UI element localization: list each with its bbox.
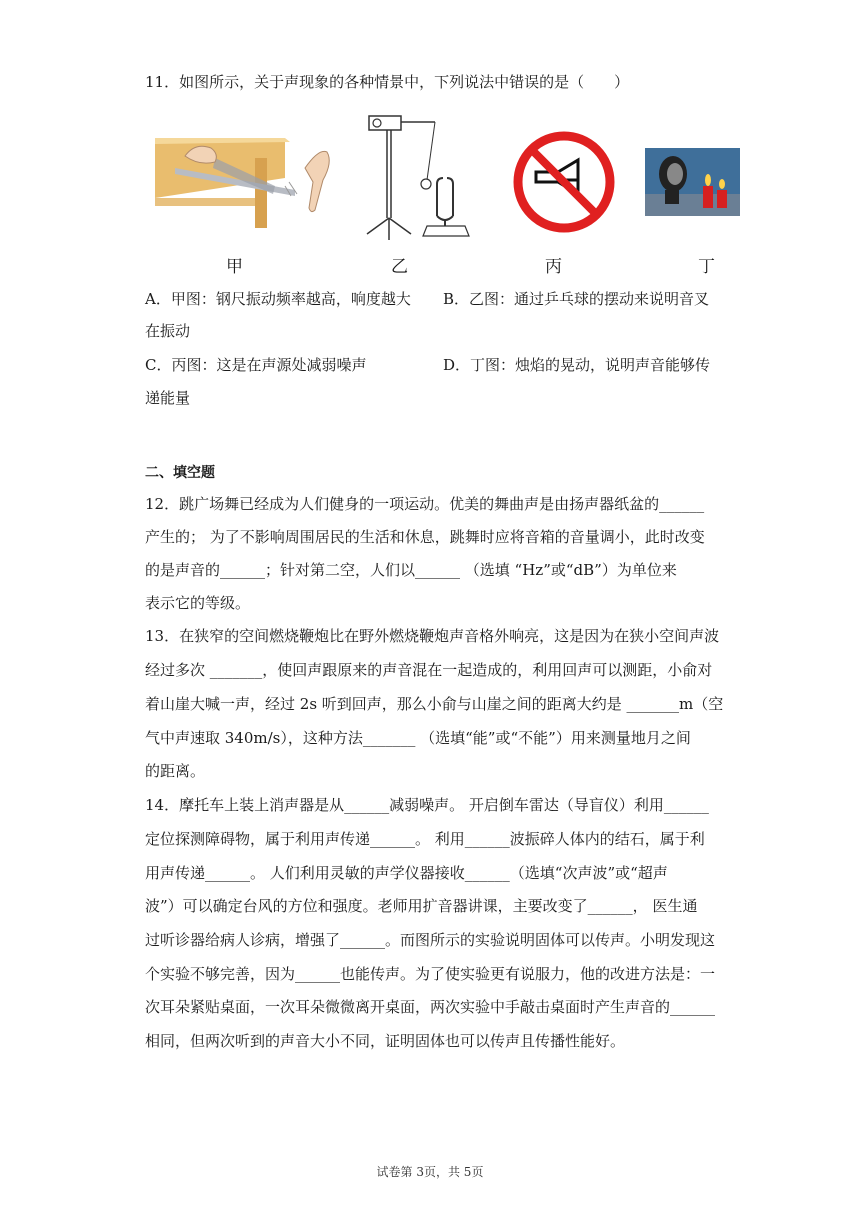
q14-line: 波”）可以确定台风的方位和强度。老师用扩音器讲课，主要改变了______， 医生通 [145, 897, 698, 915]
q12-line: 的是声音的______；针对第二空，人们以______ （选填 “Hz”或“dB”）为单位来 [145, 561, 677, 579]
caption-bing: 丙 [545, 257, 562, 277]
option-c: C．丙图：这是在声源处减弱噪声 [145, 356, 367, 374]
option-b-continued: 在振动 [145, 322, 191, 340]
q13-line: 着山崖大喊一声，经过 2s 听到回声，那么小俞与山崖之间的距离大约是 _______m（空 [145, 695, 724, 713]
q12-line: 12．跳广场舞已经成为人们健身的一项运动。优美的舞曲声是由扬声器纸盆的______ [145, 495, 705, 513]
section-title: 二、填空题 [145, 465, 215, 481]
q14-line: 次耳朵紧贴桌面，一次耳朵微微离开桌面，两次实验中手敲击桌面时产生声音的______ [145, 998, 716, 1016]
page-footer: 试卷第 3页，共 5页 [376, 1165, 484, 1179]
option-d-continued: 递能量 [145, 389, 191, 407]
caption-ding: 丁 [698, 257, 715, 277]
q13-line: 的距离。 [145, 762, 206, 780]
question-11-stem: 11．如图所示，关于声现象的各种情景中，下列说法中错误的是（ ） [145, 73, 630, 91]
q14-line: 个实验不够完善，因为______也能传声。为了使实验更有说服力，他的改进方法是：一 [145, 965, 716, 983]
q13-line: 经过多次 _______，使回声跟原来的声音混在一起造成的，利用回声可以测距，小俞对 [145, 661, 713, 679]
q12-line: 产生的； 为了不影响周围居民的生活和休息，跳舞时应将音箱的音量调小，此时改变 [145, 528, 705, 546]
caption-yi: 乙 [391, 257, 408, 277]
q14-line: 相同，但两次听到的声音大小不同，证明固体也可以传声且传播性能好。 [145, 1032, 626, 1050]
caption-jia: 甲 [226, 257, 243, 277]
q14-line: 过听诊器给病人诊病，增强了______。而图所示的实验说明固体可以传声。小明发现这 [145, 931, 716, 949]
tuning-fork-figure [355, 108, 475, 243]
option-d: D．丁图：烛焰的晃动，说明声音能够传 [443, 356, 711, 374]
q13-line: 气中声速取 340m/s），这种方法_______ （选填“能”或“不能”）用来测量地月之间 [145, 729, 691, 747]
speaker-candle-figure [645, 148, 740, 216]
no-horn-sign-figure [512, 130, 616, 234]
q14-line: 定位探测障碍物，属于利用声传递______。 利用______波振碎人体内的结石，属于利 [145, 830, 705, 848]
q14-line: 14．摩托车上装上消声器是从______减弱噪声。 开启倒车雷达（导盲仪）利用______ [145, 796, 709, 814]
q14-line: 用声传递______。 人们利用灵敏的声学仪器接收______（选填“次声波”或“超声 [145, 864, 668, 882]
ruler-vibration-figure [155, 128, 345, 228]
q12-line: 表示它的等级。 [145, 594, 251, 612]
q13-line: 13．在狭窄的空间燃烧鞭炮比在野外燃烧鞭炮声音格外响亮，这是因为在狭小空间声波 [145, 627, 720, 645]
option-a: A．甲图：钢尺振动频率越高，响度越大 [145, 290, 411, 308]
option-b: B．乙图：通过乒乓球的摆动来说明音叉 [443, 290, 710, 308]
